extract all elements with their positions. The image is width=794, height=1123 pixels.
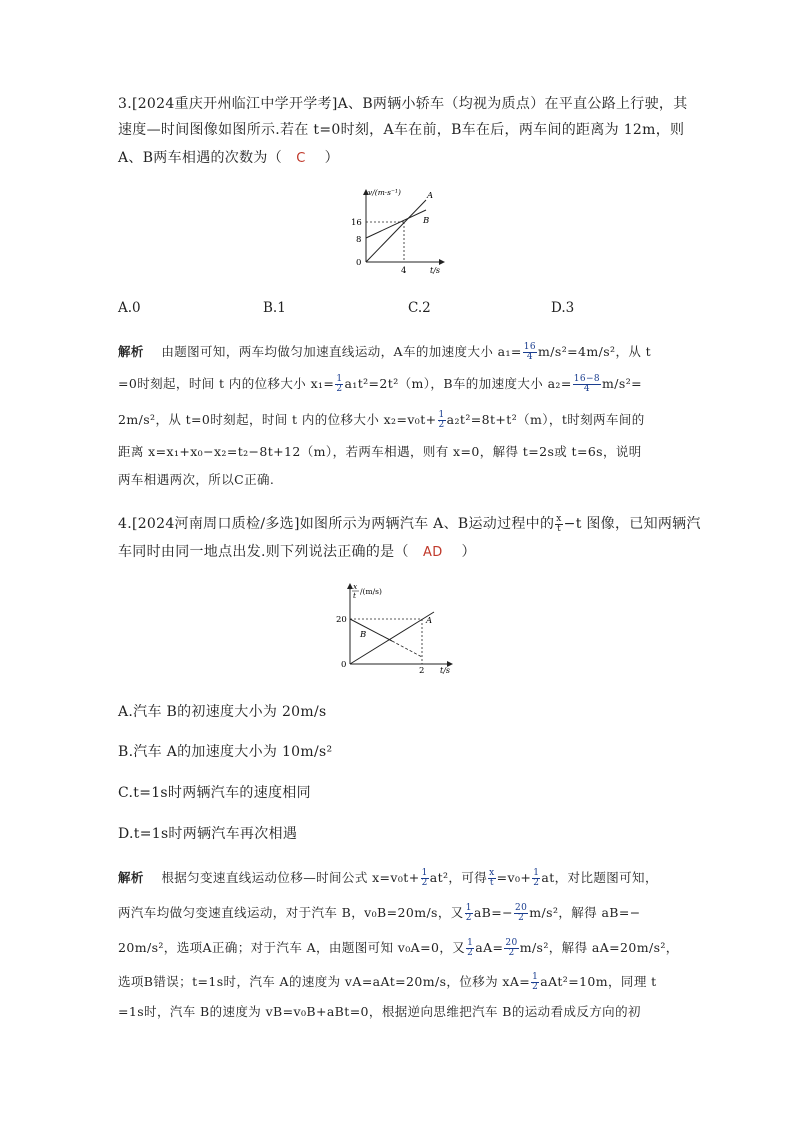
q3-tick-16: 16 — [351, 218, 362, 228]
q3-sol-text: a₂t²=8t+t²（m），t时刻两车间的 — [446, 412, 645, 427]
q3-stem-text: A、B两车相遇的次数为（ — [118, 150, 282, 166]
frac-num: 1 — [533, 868, 540, 878]
q4-stem-line-1 — [118, 514, 701, 534]
frac-num: 16−8 — [573, 374, 601, 384]
q3-stem-close: ） — [324, 150, 339, 166]
q3-sol-text: 由题图可知，两车均做匀加速直线运动，A车的加速度大小 a₁= — [161, 344, 522, 359]
q3-line-b — [366, 210, 426, 238]
q4-option-c: C.t=1s时两辆汽车的速度相同 — [118, 785, 311, 801]
q3-sol-fraction — [335, 375, 343, 394]
frac-num: 1 — [336, 374, 343, 384]
q3-sol-fraction — [573, 375, 601, 394]
q3-stem-line-1: 3.[2024重庆开州临江中学开学考]A、B两辆小轿车（均视为质点）在平直公路上行驶，其 — [118, 96, 688, 112]
q4-tick-origin: 0 — [341, 660, 347, 670]
q4-sol-fraction — [488, 869, 495, 888]
q3-option-c: C.2 — [408, 300, 431, 316]
frac-den: 2 — [336, 384, 343, 394]
q4-tick-2: 2 — [419, 666, 425, 676]
frac-num: 1 — [532, 972, 539, 982]
q4-label-a: A — [426, 616, 433, 626]
q4-sol-fraction — [466, 939, 474, 958]
q3-sol-text: =0时刻起，时间 t 内的位移大小 x₁= — [118, 376, 335, 391]
q4-ylabel: /(m/s) — [360, 587, 382, 596]
q4-stem-text: −t 图像，已知两辆汽 — [563, 516, 701, 532]
frac-den: 4 — [583, 384, 590, 394]
q4-sol-text: aA= — [475, 940, 504, 955]
q3-label-a: A — [427, 191, 434, 201]
q4-sol-fraction — [465, 904, 473, 923]
q4-label-b: B — [360, 630, 367, 640]
q3-solution-line-2 — [118, 374, 642, 394]
q3-label-b: B — [423, 216, 430, 226]
frac-den: 2 — [533, 878, 540, 888]
frac-den: 2 — [518, 913, 525, 923]
q4-solution-line-5: =1s时，汽车 B的速度为 vB=v₀B+aBt=0，根据逆向思维把汽车 B的运动看成反方向的初 — [118, 1004, 641, 1019]
frac-num: 1 — [467, 938, 474, 948]
q3-xlabel: t/s — [430, 266, 441, 275]
q4-sol-fraction — [504, 939, 518, 958]
q4-sol-fraction — [531, 973, 539, 992]
q4-solution-line-1 — [118, 868, 658, 888]
q3-sol-fraction — [523, 343, 537, 362]
q4-sol-text: at²，可得 — [429, 870, 488, 885]
q3-tick-0: 0 — [356, 258, 362, 268]
q3-tick-4: 4 — [401, 266, 407, 276]
q4-sol-text: 根据匀变速直线运动位移—时间公式 x=v₀t+ — [161, 870, 420, 885]
q4-xt-t-graph — [330, 580, 460, 676]
q4-option-b: B.汽车 A的加速度大小为 10m/s² — [118, 744, 333, 760]
frac-den: 2 — [467, 948, 474, 958]
q4-solution-line-3 — [118, 938, 679, 958]
q3-line-a — [366, 200, 426, 262]
q4-solution-line-2 — [118, 903, 641, 923]
frac-num: x — [556, 513, 562, 524]
q4-solution-label: 解析 — [118, 870, 144, 885]
q4-sol-text: 20m/s²，选项A正确；对于汽车 A，由题图可知 v₀A=0，又 — [118, 940, 466, 955]
frac-num: 16 — [523, 342, 537, 352]
frac-den: 2 — [438, 420, 445, 430]
frac-den: 2 — [465, 913, 472, 923]
q4-xlabel: t/s — [440, 666, 451, 675]
q4-stem-text: 4.[2024河南周口质检/多选]如图所示为两辆汽车 A、B运动过程中的 — [118, 516, 555, 532]
q4-line-b-solid — [350, 619, 392, 641]
q4-sol-text: aAt²=10m，同理 t — [540, 974, 657, 989]
q4-stem-line-2 — [118, 542, 476, 563]
q4-sol-text: =v₀+ — [496, 870, 532, 885]
q3-sol-fraction — [438, 411, 446, 430]
q4-option-d: D.t=1s时两辆汽车再次相遇 — [118, 826, 298, 842]
q4-tick-20: 20 — [336, 615, 347, 625]
q4-sol-text: aB=− — [473, 905, 514, 920]
q3-solution-line-1 — [118, 342, 651, 362]
q4-sol-fraction — [421, 869, 429, 888]
frac-den: 2 — [421, 878, 428, 888]
q3-solution-label: 解析 — [118, 344, 144, 359]
q3-option-a: A.0 — [118, 300, 141, 316]
q3-option-b: B.1 — [263, 300, 286, 316]
q3-stem-line-3 — [118, 148, 339, 169]
frac-num: 20 — [505, 938, 518, 948]
frac-den: 2 — [508, 948, 515, 958]
q4-yfrac-num: x — [353, 582, 358, 591]
q4-sol-text: 选项B错误；t=1s时，汽车 A的速度为 vA=aAt=20m/s，位移为 xA= — [118, 974, 531, 989]
q3-sol-text: m/s²= — [602, 376, 643, 391]
q4-stem-fraction — [555, 515, 562, 534]
frac-den: 2 — [532, 982, 539, 992]
q4-stem-text: 车同时由同一地点出发.则下列说法正确的是（ — [118, 544, 409, 560]
frac-den: t — [489, 878, 494, 888]
q4-line-b-dashed — [392, 641, 422, 657]
q4-yfrac-den: t — [353, 591, 357, 600]
frac-num: 20 — [515, 903, 528, 913]
q4-sol-fraction — [532, 869, 540, 888]
q4-solution-line-4 — [118, 972, 657, 992]
q4-option-a: A.汽车 B的初速度大小为 20m/s — [118, 704, 327, 720]
q4-sol-text: m/s²，解得 aB=− — [529, 905, 641, 920]
frac-den: 4 — [526, 352, 533, 362]
q3-solution-line-5: 两车相遇两次，所以C正确. — [118, 472, 275, 487]
q4-sol-text: 两汽车均做匀变速直线运动，对于汽车 B，v₀B=20m/s，又 — [118, 905, 464, 920]
frac-den: t — [557, 523, 561, 534]
frac-num: 1 — [438, 410, 445, 420]
q3-option-d: D.3 — [551, 300, 575, 316]
q3-sol-text: m/s²=4m/s²，从 t — [538, 344, 652, 359]
q3-solution-line-4: 距离 x=x₁+x₀−x₂=t₂−8t+12（m），若两车相遇，则有 x=0，解得 t=2s或 t=6s，说明 — [118, 444, 642, 459]
q3-ylabel: v/(m·s⁻¹) — [368, 188, 401, 197]
frac-num: 1 — [465, 903, 472, 913]
q3-tick-8: 8 — [356, 235, 362, 245]
q3-velocity-time-graph — [348, 186, 458, 276]
q3-solution-line-3 — [118, 410, 645, 430]
q3-stem-line-2: 速度—时间图像如图所示.若在 t=0时刻，A车在前，B车在后，两车间的距离为 12m，则 — [118, 122, 685, 138]
q3-answer: C — [296, 151, 306, 166]
frac-num: 1 — [421, 868, 428, 878]
q4-sol-fraction — [514, 904, 528, 923]
q4-sol-text: m/s²，解得 aA=20m/s²， — [519, 940, 679, 955]
q3-sol-text: a₁t²=2t²（m），B车的加速度大小 a₂= — [344, 376, 572, 391]
frac-num: x — [489, 868, 495, 878]
q4-sol-text: at，对比题图可知， — [541, 870, 658, 885]
q3-sol-text: 2m/s²，从 t=0时刻起，时间 t 内的位移大小 x₂=v₀t+ — [118, 412, 437, 427]
q4-stem-close: ） — [461, 544, 476, 560]
q4-answer: AD — [423, 545, 443, 560]
